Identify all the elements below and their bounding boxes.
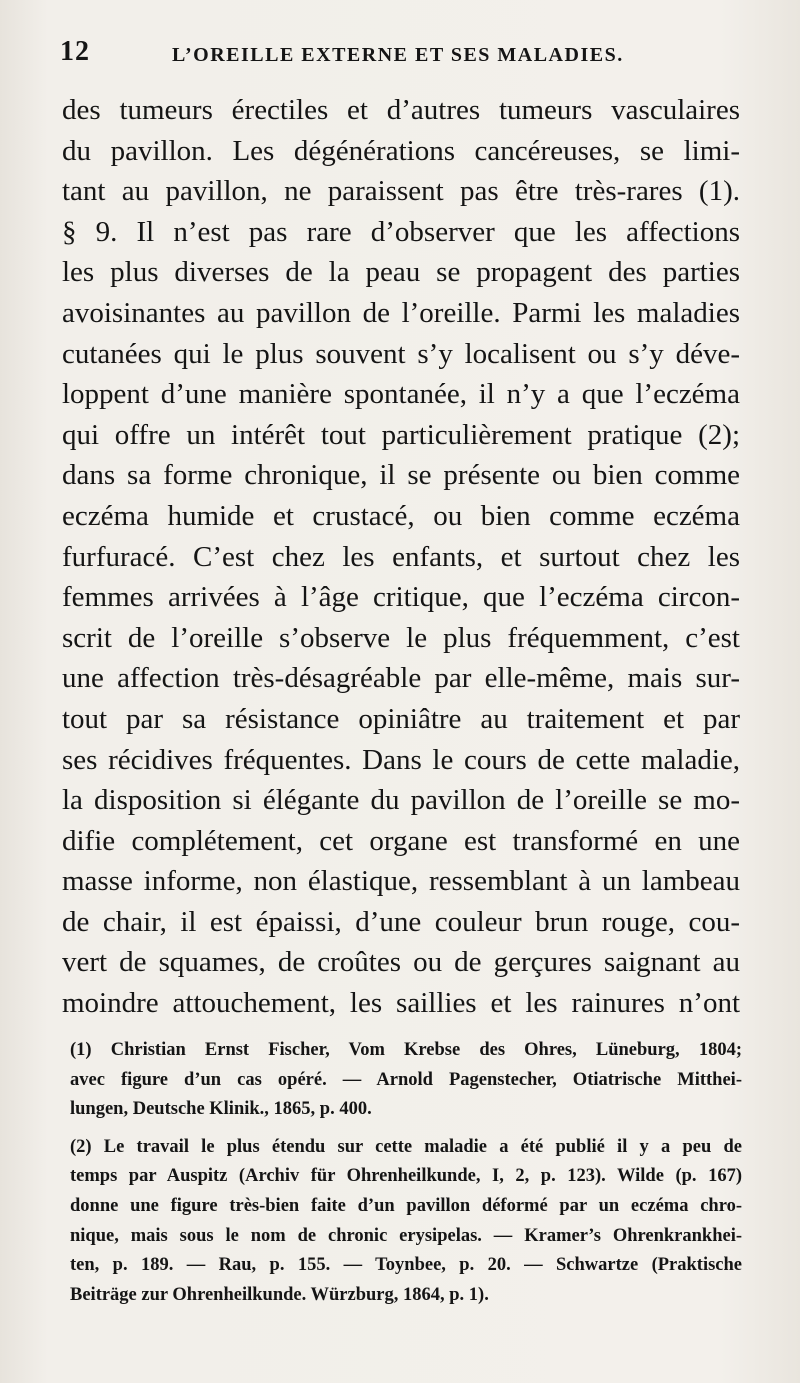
body-line: des tumeurs érectiles et d’autres tumeurs vasculaires: [62, 94, 740, 126]
footnote-line: nique, mais sous le nom de chronic erysipelas. — Kramer’s Ohrenkrankhei-: [70, 1225, 742, 1246]
body-line: cutanées qui le plus souvent s’y localisent ou s’y déve-: [62, 337, 740, 370]
body-line: vert de squames, de croûtes ou de gerçures saignant au: [62, 946, 740, 979]
body-line: les plus diverses de la peau se propagent des parties: [62, 256, 740, 289]
page-number: 12: [60, 36, 90, 67]
body-line: furfuracé. C’est chez les enfants, et surtout chez les: [62, 540, 740, 573]
footnote-line: ten, p. 189. — Rau, p. 155. — Toynbee, p. 20. — Schwartze (Praktische: [70, 1255, 742, 1276]
body-line: avoisinantes au pavillon de l’oreille. Parmi les maladies: [62, 296, 740, 329]
body-line: loppent d’une manière spontanée, il n’y a que l’eczéma: [62, 378, 740, 411]
body-line: difie complétement, cet organe est transformé en une: [62, 824, 740, 857]
body-line: la disposition si élégante du pavillon de l’oreille se mo-: [62, 784, 740, 817]
body-line: § 9. Il n’est pas rare d’observer que les affections: [62, 215, 740, 248]
body-line: dans sa forme chronique, il se présente ou bien comme: [62, 459, 740, 492]
body-line: du pavillon. Les dégénérations cancéreuses, se limi-: [62, 134, 740, 167]
footnote-line: (1) Christian Ernst Fischer, Vom Krebse des Ohres, Lüneburg, 1804;: [70, 1040, 742, 1060]
body-line: ses récidives fréquentes. Dans le cours de cette maladie,: [62, 743, 740, 776]
body-line: de chair, il est épaissi, d’une couleur brun rouge, cou-: [62, 905, 740, 938]
body-line: moindre attouchement, les saillies et les rainures n’ont: [62, 987, 740, 1020]
body-line: tout par sa résistance opiniâtre au traitement et par: [62, 702, 740, 735]
body-line: qui offre un intérêt tout particulièrement pratique (2);: [62, 418, 740, 451]
footnote-1: [70, 1036, 742, 1125]
body-line: une affection très-désagréable par elle-même, mais sur-: [62, 662, 740, 695]
footnotes: [70, 1036, 742, 1310]
body-line: tant au pavillon, ne paraissent pas être très-rares (1).: [62, 175, 740, 208]
running-head: L’OREILLE EXTERNE ET SES MALADIES.: [172, 44, 624, 66]
body-line: scrit de l’oreille s’observe le plus fréquemment, c’est: [62, 621, 740, 654]
footnote-2: [70, 1133, 742, 1311]
footnote-line: Beiträge zur Ohrenheilkunde. Würzburg, 1864, p. 1).: [70, 1284, 489, 1305]
footnote-line: donne une figure très-bien faite d’un pavillon déformé par un eczéma chro-: [70, 1195, 742, 1216]
body-text: [62, 90, 740, 1024]
body-line: eczéma humide et crustacé, ou bien comme eczéma: [62, 499, 740, 532]
footnote-line: avec figure d’un cas opéré. — Arnold Pagenstecher, Otiatrische Mitthei-: [70, 1069, 742, 1090]
body-line: femmes arrivées à l’âge critique, que l’eczéma circon-: [62, 581, 740, 614]
page-header: [60, 36, 740, 76]
footnote-line: (2) Le travail le plus étendu sur cette maladie a été publié il y a peu de: [70, 1136, 742, 1157]
footnote-line: temps par Auspitz (Archiv für Ohrenheilkunde, I, 2, p. 123). Wilde (p. 167): [70, 1166, 742, 1187]
body-line: masse informe, non élastique, ressemblant à un lambeau: [62, 865, 740, 898]
footnote-line: lungen, Deutsche Klinik., 1865, p. 400.: [70, 1099, 372, 1120]
